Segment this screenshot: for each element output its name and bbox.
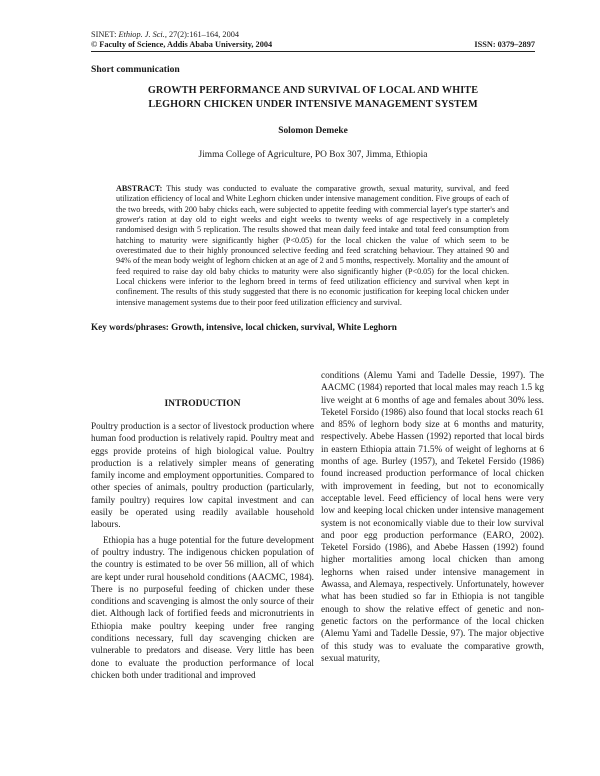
title-line-1: GROWTH PERFORMANCE AND SURVIVAL OF LOCAL AND WHITE	[147, 85, 479, 96]
journal-prefix: SINET:	[91, 30, 119, 39]
copyright-line	[91, 40, 535, 52]
abstract-label: ABSTRACT:	[116, 184, 163, 193]
abstract-text: This study was conducted to evaluate the comparative growth, sexual maturity, survival, and feed utilization efficiency of local and White Leghorn chicken under intensive management condition. Five groups of each of the two breeds, with 200 baby chicks each, were subjected to appetite feeding with commercial layer's type starter's and grower's ration at day old to eight weeks and eight weeks to twenty weeks of age respectively in a completely randomised design with 5 replication. The results showed that mean daily feed intake and total feed consumption from hatching to maturity were significantly higher (P<0.05) for the local chicken the value of which seem to be overestimated due to their highly pronounced selective feeding and feed scratching behaviour. They attained 90 and 94% of the mean body weight of leghorn chicken at an age of 2 and 5 months, respectively. Mortality and the amount of feed required to raise day old baby chicks to maturity were also significantly higher (P<0.05) for the local chicken. Local chickens were inferior to the leghorn breed in terms of feed utilization efficiency and survival when kept in confinement. The results of this study suggested that there is no economic justification for keeping local chicken under intensive management systems due to their poor feed utilization efficiency and survival.	[116, 184, 509, 307]
title-line-2: LEGHORN CHICKEN UNDER INTENSIVE MANAGEMENT SYSTEM	[148, 99, 478, 110]
paragraph: Poultry production is a sector of livestock production where human food production is relatively rapid. Poultry meat and eggs provide proteins of high biological value. Poultry production is a relatively simpler means of generating family income and employment opportunities. Compared to other species of animals, poultry production (particularly, family poultry) requires low capital investment and can easily be operated using readily available household labours.	[91, 422, 314, 531]
journal-name: Ethiop. J. Sci.	[118, 30, 165, 39]
keywords: Key words/phrases: Growth, intensive, local chicken, survival, White Leghorn	[91, 322, 397, 332]
author: Solomon Demeke	[278, 126, 348, 136]
left-column	[91, 421, 314, 682]
journal-volume: , 27(2):161–164, 2004	[164, 30, 240, 39]
abstract	[116, 184, 509, 308]
right-column	[321, 370, 544, 665]
paper-title	[91, 84, 535, 112]
paragraph: Ethiopia has a huge potential for the future development of poultry industry. The indigenous chicken population of the country is estimated to be over 56 million, all of which are kept under rural household conditions (AACMC, 1984). There is no purposeful feeding of chicken under these conditions and scavenging is almost the only source of their diet. Although lack of fortified feeds and micronutrients in Ethiopia make poultry keeping under free ranging conditions necessary, full day scavenging chicken are vulnerable to predators and disease. Very little has been done to evaluate the production performance of local chicken both under traditional and improved	[91, 535, 314, 681]
copyright: © Faculty of Science, Addis Ababa University, 2004	[91, 40, 273, 49]
affiliation: Jimma College of Agriculture, PO Box 307, Jimma, Ethiopia	[198, 150, 428, 160]
section-heading-introduction: INTRODUCTION	[164, 399, 241, 409]
section-label: Short communication	[91, 64, 180, 75]
issn: ISSN: 0379–2897	[474, 40, 535, 49]
journal-citation	[91, 30, 535, 40]
paragraph: conditions (Alemu Yami and Tadelle Dessie, 1997). The AACMC (1984) reported that local males may reach 1.5 kg live weight at 6 months of age and females about 30% less. Teketel Forsido (1986) also found that local stocks reach 61 and 85% of leghorn body size at 6 months and maturity, respectively. Abebe Hassen (1992) reported that local birds in eastern Ethiopia attain 71.5% of weight of leghorns at 6 months of age. Burley (1957), and Teketel Fersido (1986) found increased production performance of local chicken with improvement in feeding, but not to economically acceptable level. Feed efficiency of local hens were very low and keeping local chicken under intensive management system is not economically viable due to their low survival and poor egg production performance (EARO, 2002). Teketel Forsido (1986), and Abebe Hassen (1992) found higher mortalities among local chicken than among leghorns when raised under intensive management in Awassa, and Alemaya, respectively. Unfortunately, however what has been studied so far in Ethiopia is not tangible enough to show the relative effect of genetic and non-genetic factors on the performance of the local chicken (Alemu Yami and Tadelle Dessie, 97). The major objective of this study was to evaluate the comparative growth, sexual maturity,	[321, 371, 544, 664]
